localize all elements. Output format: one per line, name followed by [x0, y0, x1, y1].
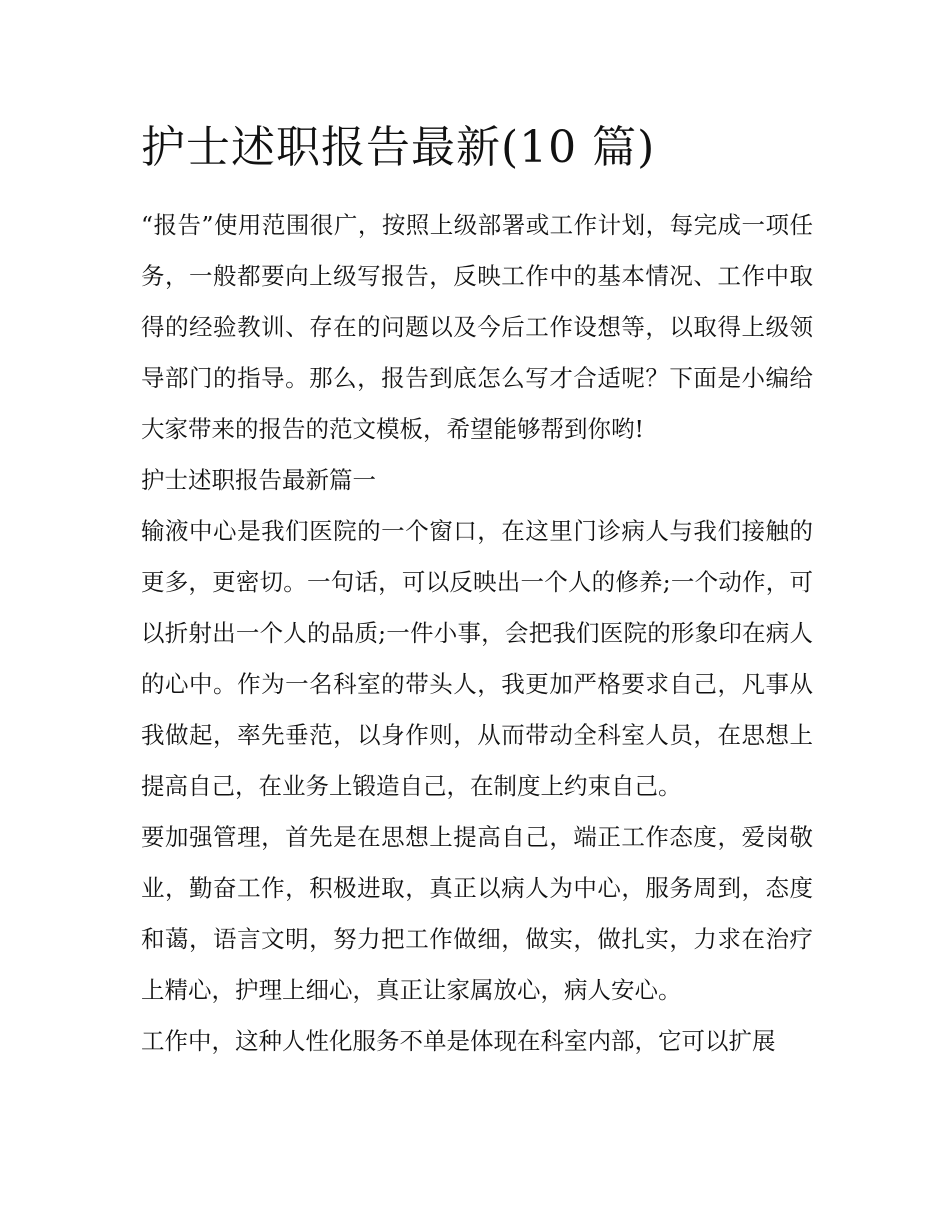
document-title: 护士述职报告最新(10 篇) [141, 122, 656, 173]
section-heading: 护士述职报告最新篇一 [141, 466, 376, 494]
body-paragraph: 工作中，这种人性化服务不单是体现在科室内部，它可以扩展 [141, 1027, 776, 1055]
body-paragraph: 要加强管理，首先是在思想上提高自己，端正工作态度，爱岗敬业，勤奋工作，积极进取，真正以病人为中心，服务周到，态度和蔼，语言文明，努力把工作做细，做实，做扎实，力求在治疗上精心，护理上细心，真正让家属放心，病人安心。 [141, 823, 813, 1004]
body-paragraph: 输液中心是我们医院的一个窗口，在这里门诊病人与我们接触的更多，更密切。一句话，可以反映出一个人的修养;一个动作，可以折射出一个人的品质;一件小事，会把我们医院的形象印在病人的心中。作为一名科室的带头人，我更加严格要求自己，凡事从我做起，率先垂范，以身作则，从而带动全科室人员，在思想上提高自己，在业务上锻造自己，在制度上约束自己。 [141, 517, 813, 800]
document-page [141, 118, 813, 1067]
intro-paragraph: “报告”使用范围很广，按照上级部署或工作计划，每完成一项任务，一般都要向上级写报告，反映工作中的基本情况、工作中取得的经验教训、存在的问题以及今后工作设想等，以取得上级领导部门的指导。那么，报告到底怎么写才合适呢？下面是小编给大家带来的报告的范文模板，希望能够帮到你哟! [141, 211, 813, 443]
